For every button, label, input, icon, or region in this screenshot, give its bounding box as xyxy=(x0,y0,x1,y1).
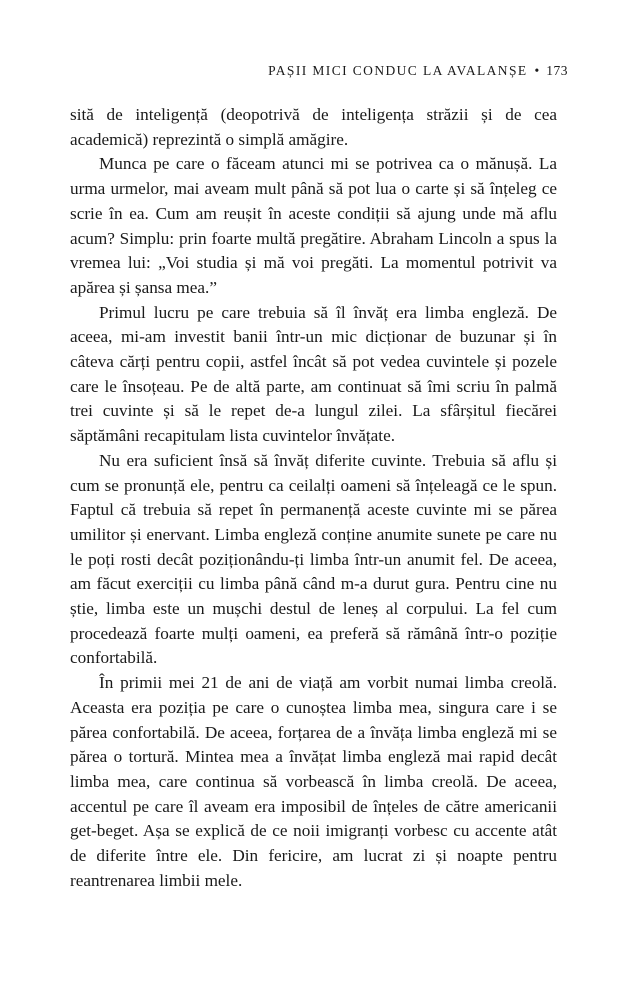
running-head xyxy=(268,63,568,79)
paragraph: Munca pe care o făceam atunci mi se potrivea ca o mănușă. La urma urmelor, mai aveam mult până să pot lua o carte și să înțeleg ce scrie în ea. Cum am reușit în aceste condiții să ajung unde mă aflu acum? Simplu: prin foarte multă pregătire. Abraham Lincoln a spus la vremea lui: „Voi studia și mă voi pregăti. La momentul potrivit va apărea și șansa mea.” xyxy=(70,154,557,297)
paragraph-continuation: sită de inteligență (deopotrivă de inteligența străzii și de cea academică) reprezintă o simplă amăgire. xyxy=(70,105,557,149)
body-text xyxy=(70,103,557,894)
page-number: 173 xyxy=(546,63,568,78)
running-head-separator: • xyxy=(534,63,540,78)
chapter-title: PAȘII MICI CONDUC LA AVALANȘE xyxy=(268,63,528,78)
paragraph: În primii mei 21 de ani de viață am vorbit numai limba creolă. Aceasta era poziția pe care o cunoștea limba mea, singura care i se părea confortabilă. De aceea, forțarea de a învăța limba engleză mi se părea o tortură. Mintea mea a învățat limba engleză mai rapid decât limba mea, care continua să vorbească în limba creolă. De aceea, accentul pe care îl aveam era imposibil de înțeles de către americanii get-beget. Așa se explică de ce noii imigranți vorbesc cu accente atât de diferite între ele. Din fericire, am lucrat zi și noapte pentru reantrenarea limbii mele. xyxy=(70,673,557,890)
paragraph: Nu era suficient însă să învăț diferite cuvinte. Trebuia să aflu și cum se pronunță ele, pentru ca ceilalți oameni să înțeleagă ce le spun. Faptul că trebuia să repet în permanență aceste cuvinte mi se părea umilitor și enervant. Limba engleză conține anumite sunete pe care nu le poți rosti decât poziționându-ți limba într-un anumit fel. De aceea, am făcut exerciții cu limba până când m-a durut gura. Pentru cine nu știe, limba este un mușchi destul de leneș al corpului. La fel cum procedează foarte mulți oameni, ea preferă să rămână într-o poziție confortabilă. xyxy=(70,450,557,668)
paragraph: Primul lucru pe care trebuia să îl învăț era limba engleză. De aceea, mi-am investit banii într-un mic dicționar de buzunar și în câteva cărți pentru copii, astfel încât să pot vedea cuvintele și pozele care le însoțeau. Pe de altă parte, am continuat să îmi scriu în palmă trei cuvinte și să le repet de-a lungul zilei. La sfârșitul fiecărei săptămâni recapitulam lista cuvintelor învățate. xyxy=(70,302,557,446)
